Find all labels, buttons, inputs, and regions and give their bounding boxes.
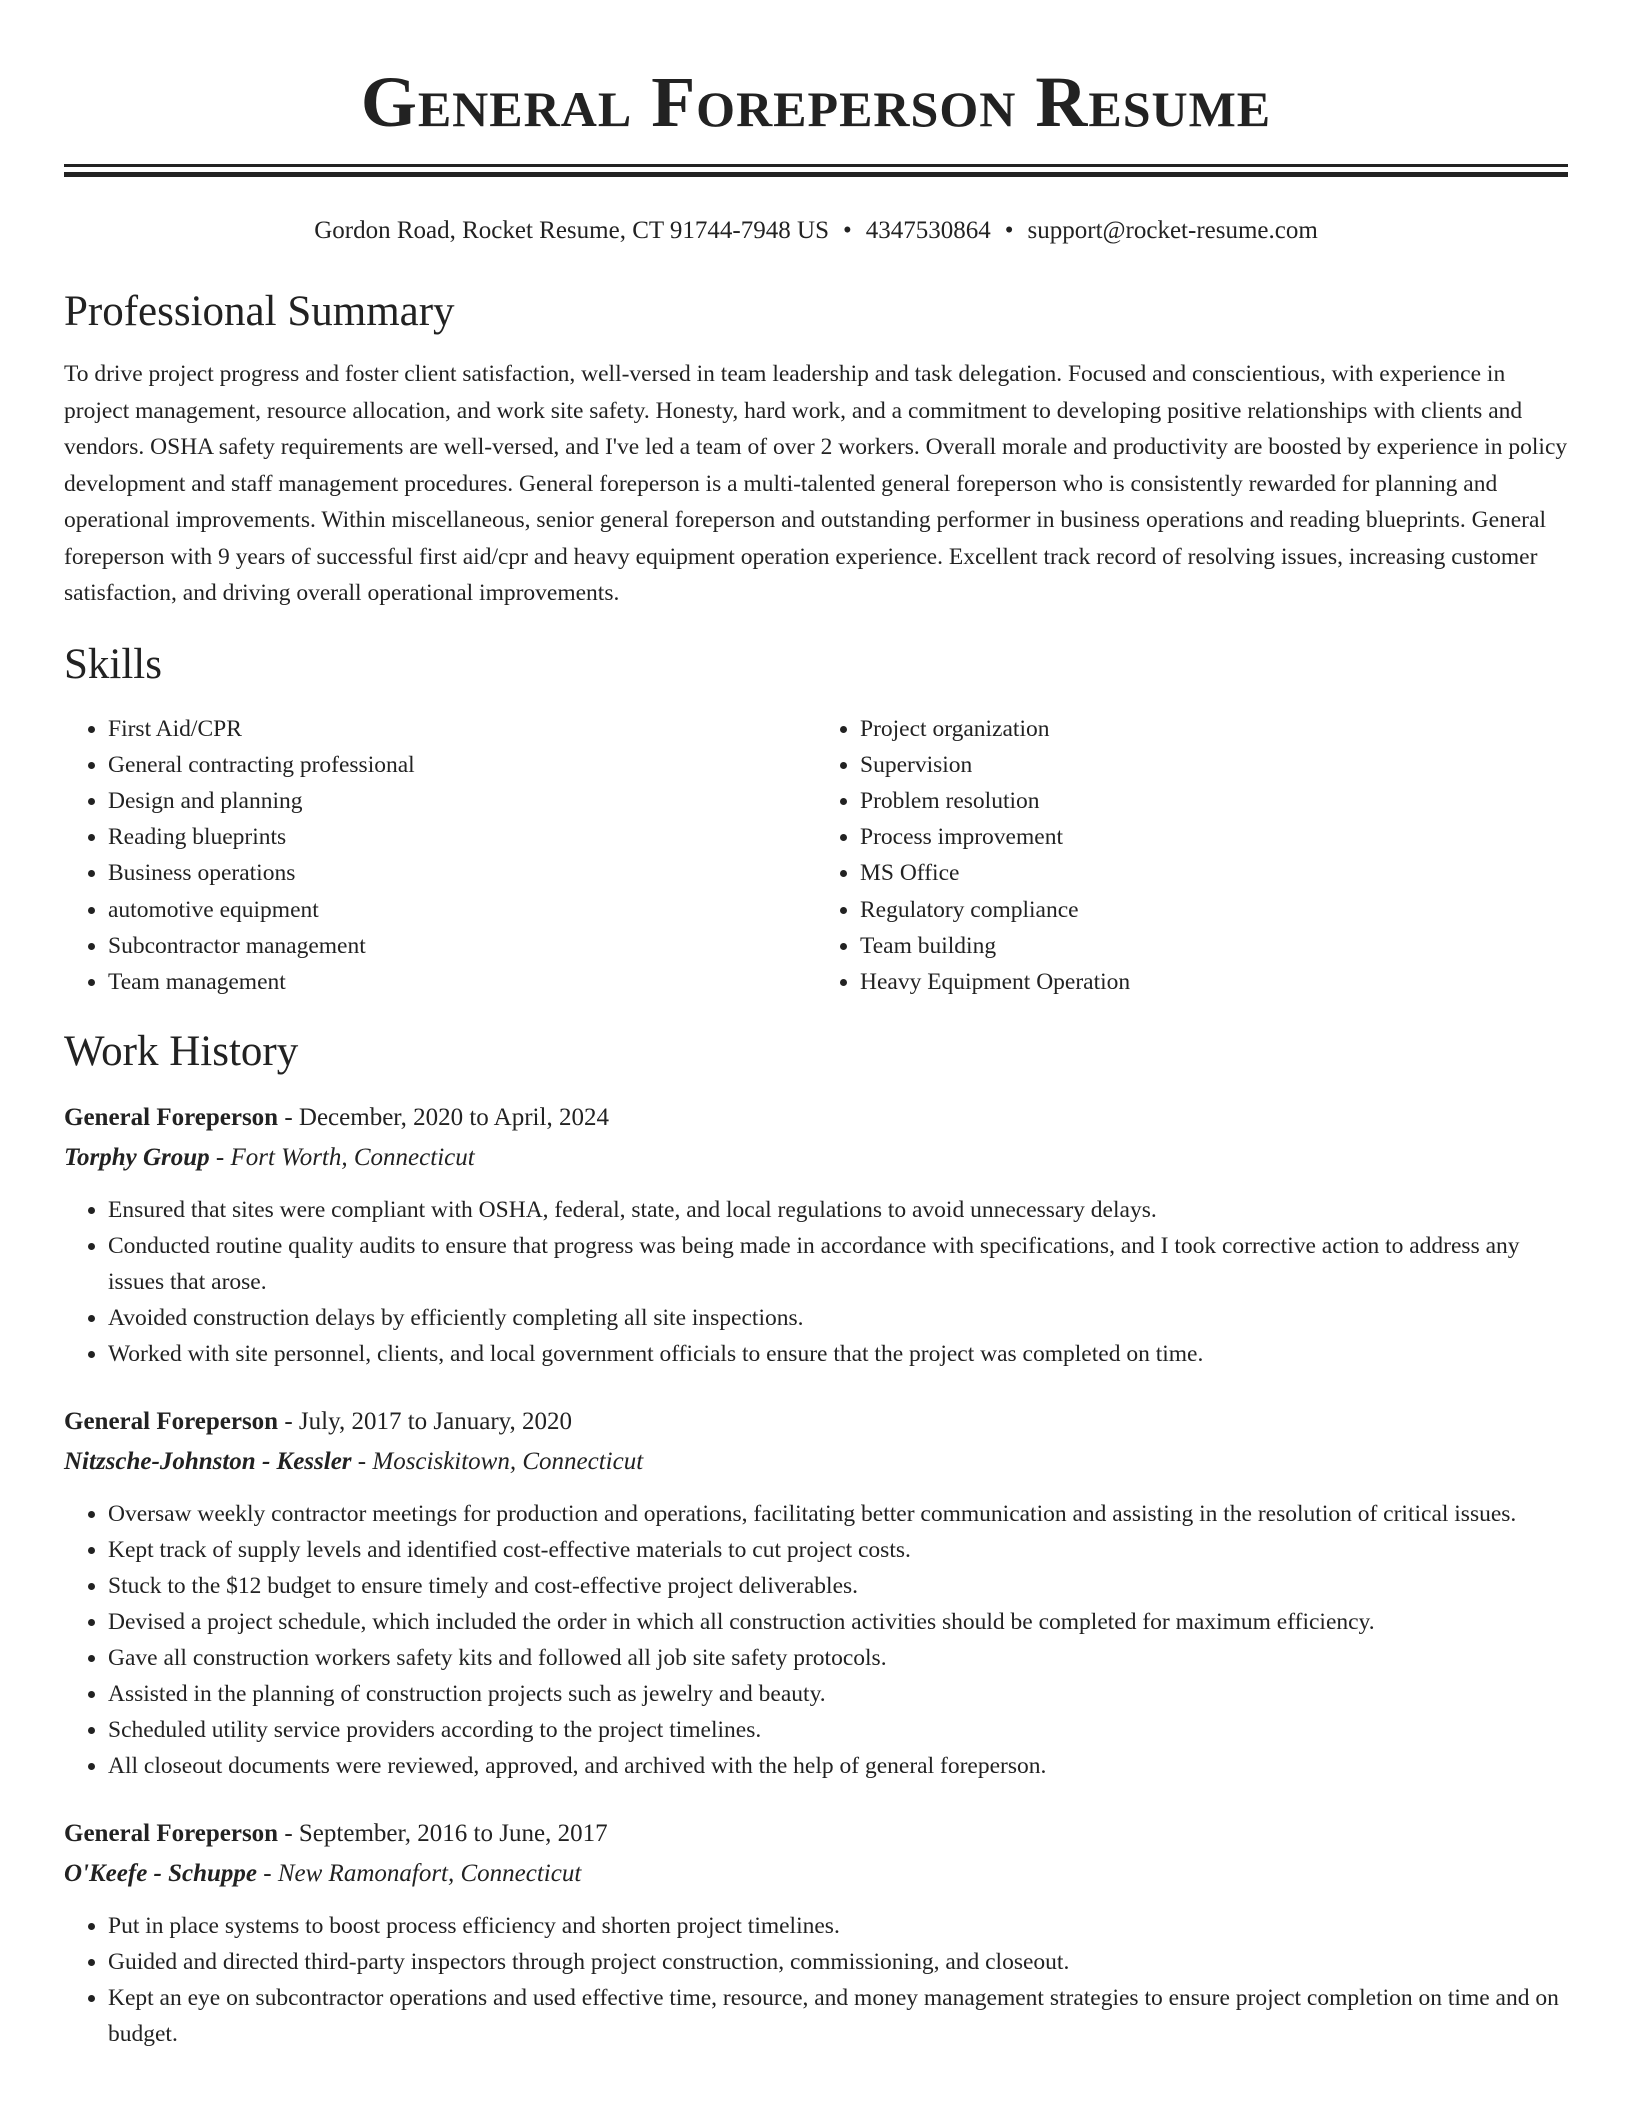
job-bullet: • Assisted in the planning of construction projects such as jewelry and beauty. — [108, 1676, 1568, 1712]
skill-item: • Regulatory compliance — [860, 892, 1568, 928]
contact-separator: • — [1004, 217, 1014, 244]
job-bullet: • Stuck to the $12 budget to ensure timely and cost-effective project deliverables. — [108, 1568, 1568, 1604]
job-title: General Foreperson — [64, 1820, 279, 1848]
job-bullet: • Guided and directed third-party inspectors through project construction, commissioning, and closeout. — [108, 1944, 1568, 1980]
skill-item: • Heavy Equipment Operation — [860, 964, 1568, 1000]
job-header — [64, 1100, 1568, 1136]
job-header — [64, 1404, 1568, 1440]
contact-line — [64, 215, 1568, 247]
summary-text: To drive project progress and foster client satisfaction, well-versed in team leadership and task delegation. Focused and conscientious, with experience in project management, resource allocation, and work site safety. Honesty, hard work, and a commitment to developing positive relationships with clients and vendors. OSHA safety requirements are well-versed, and I've led a team of over 2 workers. Overall morale and productivity are boosted by experience in policy development and staff management procedures. General foreperson is a multi-talented general foreperson who is consistently rewarded for planning and operational improvements. Within miscellaneous, senior general foreperson and outstanding performer in business operations and reading blueprints. General foreperson with 9 years of successful first aid/cpr and heavy equipment operation experience. Excellent track record of resolving issues, increasing customer satisfaction, and driving overall operational improvements. — [64, 361, 1568, 606]
job-bullet: • Ensured that sites were compliant with OSHA, federal, state, and local regulations to avoid unnecessary delays. — [108, 1192, 1568, 1228]
skill-item: • Project organization — [860, 711, 1568, 747]
job-entry — [64, 1404, 1568, 1784]
job-location: - Mosciskitown, Connecticut — [351, 1448, 644, 1476]
job-header — [64, 1816, 1568, 1852]
job-bullet: • Worked with site personnel, clients, and local government officials to ensure that the project was completed on time. — [108, 1336, 1568, 1372]
job-entry — [64, 1816, 1568, 2052]
job-bullet: • Conducted routine quality audits to ensure that progress was being made in accordance with specifications, and I took corrective action to address any issues that arose. — [108, 1228, 1568, 1300]
skill-item: • Design and planning — [108, 783, 816, 819]
skill-item: • MS Office — [860, 855, 1568, 891]
job-dates: - September, 2016 to June, 2017 — [278, 1820, 608, 1848]
skills-column-right — [816, 711, 1568, 1001]
skill-item: • Team management — [108, 964, 816, 1000]
job-bullet: • Devised a project schedule, which included the order in which all construction activities should be completed for maximum efficiency. — [108, 1604, 1568, 1640]
skills-list — [64, 711, 1568, 1001]
skills-heading: Skills — [64, 640, 162, 688]
job-bullet: • Gave all construction workers safety kits and followed all job site safety protocols. — [108, 1640, 1568, 1676]
title-divider — [64, 164, 1568, 167]
title-divider-thick — [64, 172, 1568, 177]
skill-item: • Supervision — [860, 747, 1568, 783]
job-bullets — [64, 1496, 1568, 1784]
job-company-line — [64, 1140, 1568, 1176]
job-company: Nitzsche-Johnston - Kessler — [64, 1448, 352, 1476]
job-bullet: • Oversaw weekly contractor meetings for production and operations, facilitating better communication and assisting in the resolution of critical issues. — [108, 1496, 1568, 1532]
job-location: - New Ramonafort, Connecticut — [257, 1860, 582, 1888]
skill-item: • Business operations — [108, 855, 816, 891]
skill-item: • Team building — [860, 928, 1568, 964]
job-company: O'Keefe - Schuppe — [64, 1860, 258, 1888]
contact-email: support@rocket-resume.com — [1027, 217, 1318, 244]
job-title: General Foreperson — [64, 1408, 279, 1436]
skills-column-left — [64, 711, 816, 1001]
job-company-line — [64, 1444, 1568, 1480]
job-location: - Fort Worth, Connecticut — [209, 1144, 475, 1172]
job-bullet: • Kept an eye on subcontractor operations and used effective time, resource, and money management strategies to ensure project completion on time and on budget. — [108, 1980, 1568, 2052]
skill-item: • automotive equipment — [108, 892, 816, 928]
skill-item: • Subcontractor management — [108, 928, 816, 964]
job-entry — [64, 1100, 1568, 1372]
job-bullets — [64, 1192, 1568, 1372]
job-bullet: • All closeout documents were reviewed, approved, and archived with the help of general foreperson. — [108, 1748, 1568, 1784]
contact-phone: 4347530864 — [865, 217, 991, 244]
job-bullet: • Scheduled utility service providers according to the project timelines. — [108, 1712, 1568, 1748]
skill-item: • Process improvement — [860, 819, 1568, 855]
skill-item: • General contracting professional — [108, 747, 816, 783]
work-history-heading: Work History — [64, 1028, 299, 1076]
contact-address: Gordon Road, Rocket Resume, CT 91744-7948 US — [314, 217, 829, 244]
job-dates: - July, 2017 to January, 2020 — [278, 1408, 573, 1436]
job-bullet: • Put in place systems to boost process efficiency and shorten project timelines. — [108, 1908, 1568, 1944]
contact-separator: • — [842, 217, 852, 244]
job-bullet: • Kept track of supply levels and identified cost-effective materials to cut project costs. — [108, 1532, 1568, 1568]
job-company: Torphy Group — [64, 1144, 210, 1172]
job-dates: - December, 2020 to April, 2024 — [278, 1104, 609, 1132]
skill-item: • Reading blueprints — [108, 819, 816, 855]
summary-heading: Professional Summary — [64, 288, 455, 335]
skill-item: • Problem resolution — [860, 783, 1568, 819]
job-title: General Foreperson — [64, 1104, 279, 1132]
skill-item: • First Aid/CPR — [108, 711, 816, 747]
job-bullet: • Avoided construction delays by efficiently completing all site inspections. — [108, 1300, 1568, 1336]
job-bullets — [64, 1908, 1568, 2052]
job-company-line — [64, 1856, 1568, 1892]
resume-title: General Foreperson Resume — [360, 62, 1272, 142]
